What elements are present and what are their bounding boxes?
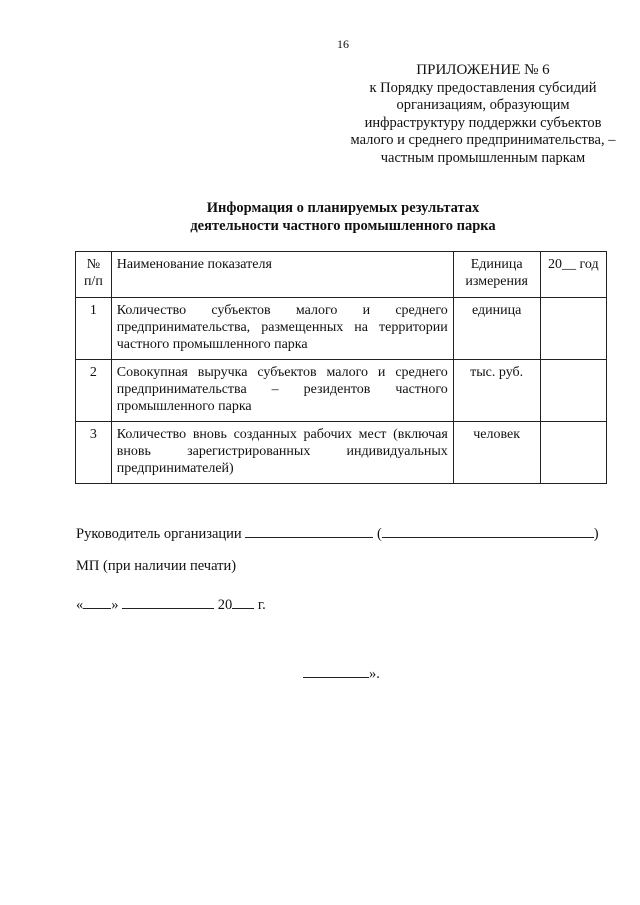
row-year [540, 422, 606, 484]
open-paren: ( [376, 526, 382, 542]
header-unit: Единица измерения [453, 252, 540, 298]
row-year [540, 298, 606, 360]
header-name: Наименование показателя [111, 252, 453, 298]
document-heading [0, 200, 640, 235]
row-unit: человек [453, 422, 540, 484]
row-name: Количество субъектов малого и среднего предпринимательства, размещенных на территории частного промышленного парка [111, 298, 453, 360]
close-paren: ) [593, 526, 599, 542]
signature-blank[interactable] [245, 523, 373, 538]
year-prefix: 20 [217, 597, 233, 613]
month-blank[interactable] [122, 594, 214, 609]
heading-line: деятельности частного промышленного парка [190, 217, 496, 234]
appendix-line: малого и среднего предпринимательства, – [350, 132, 616, 148]
row-num: 3 [76, 422, 112, 484]
header-num: № п/п [76, 252, 112, 298]
appendix-line: организациям, образующим [396, 97, 570, 113]
appendix-title: ПРИЛОЖЕНИЕ № 6 [416, 62, 550, 78]
row-year [540, 360, 606, 422]
row-unit: тыс. руб. [453, 360, 540, 422]
results-table [75, 251, 607, 484]
appendix-line: частным промышленным паркам [380, 149, 586, 166]
appendix-header [318, 62, 640, 167]
row-name: Совокупная выручка субъектов малого и среднего предпринимательства – резидентов частного промышленного парка [111, 360, 453, 422]
table-row [76, 360, 607, 422]
date-close-quote: » [111, 597, 119, 613]
header-year: 20__ год [540, 252, 606, 298]
day-blank[interactable] [83, 594, 111, 609]
head-signature-line [76, 523, 599, 543]
year-blank[interactable] [232, 594, 254, 609]
row-num: 1 [76, 298, 112, 360]
heading-line: Информация о планируемых результатах [206, 200, 480, 216]
stamp-line: МП (при наличии печати) [76, 558, 237, 574]
row-unit: единица [453, 298, 540, 360]
appendix-line: к Порядку предоставления субсидий [369, 79, 597, 96]
closing-line [303, 663, 380, 683]
table-row [76, 422, 607, 484]
page-number: 16 [337, 37, 349, 51]
table-header-row [76, 252, 607, 298]
table-row [76, 298, 607, 360]
date-line [76, 594, 266, 614]
head-label: Руководитель организации [76, 526, 242, 542]
date-open-quote: « [76, 597, 84, 613]
row-name: Количество вновь созданных рабочих мест (включая вновь зарегистрированных индивидуальных предпринимателей) [111, 422, 453, 484]
closing-text: ». [369, 666, 380, 682]
appendix-line: инфраструктуру поддержки субъектов [364, 114, 602, 131]
name-blank[interactable] [382, 523, 594, 538]
closing-blank [303, 663, 369, 678]
row-num: 2 [76, 360, 112, 422]
year-suffix: г. [257, 597, 266, 613]
